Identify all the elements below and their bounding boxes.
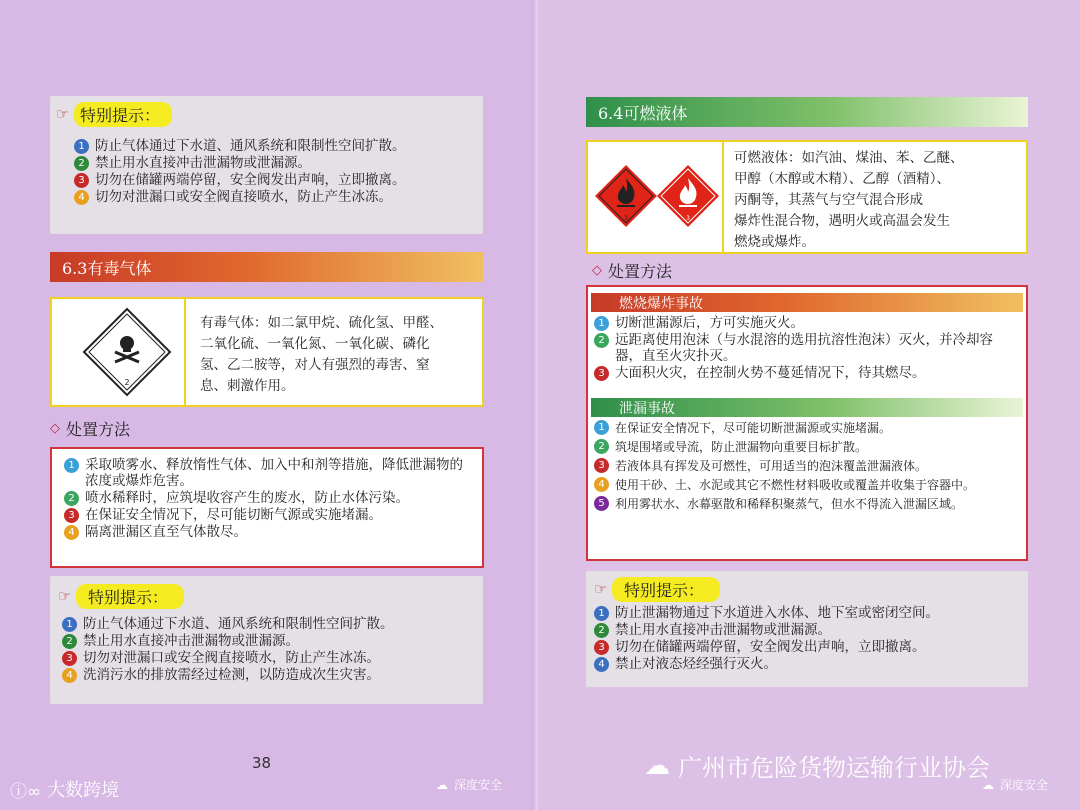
section-title: 6.4可燃液体	[598, 103, 688, 123]
tip-list	[594, 605, 1020, 672]
disposal-method-label: ◇ 处置方法	[50, 420, 131, 439]
number-3-icon: 3	[64, 508, 79, 523]
number-2-icon: 2	[594, 439, 609, 454]
number-2-icon: 2	[74, 156, 89, 171]
list-item: 3 大面积火灾，在控制火势不蔓延情况下，待其燃尽。	[594, 365, 1018, 381]
list-item: 1 采取喷雾水、释放惰性气体、加入中和剂等措施，降低泄漏物的浓度或爆炸危害。	[64, 457, 472, 489]
tip-list	[74, 138, 475, 205]
pointing-hand-icon: ☞	[56, 105, 70, 123]
disposal-method-label: ◇ 处置方法	[592, 262, 673, 281]
info-divider	[722, 142, 724, 252]
number-4-icon: 4	[594, 477, 609, 492]
list-item: 4 隔离泄漏区直至气体散尽。	[64, 524, 472, 540]
list-item: 3 在保证安全情况下，尽可能切断气源或实施堵漏。	[64, 507, 472, 523]
section-title-bar	[586, 97, 1028, 127]
flammable-liquid-hazard-sign-icon	[594, 164, 658, 228]
hazard-info-box	[586, 140, 1028, 254]
tip-label: 特别提示：	[76, 584, 184, 609]
watermark-logo-icon: ⓘ∞	[10, 781, 42, 802]
fire-accident-bar: 燃烧爆炸事故	[591, 293, 1023, 312]
list-item: 1 防止泄漏物通过下水道进入水体、地下室或密闭空间。	[594, 605, 1020, 621]
leak-accident-bar: 泄漏事故	[591, 398, 1023, 417]
tag-icon: ◇	[50, 421, 60, 436]
fire-method-list	[594, 315, 1018, 381]
number-1-icon: 1	[594, 316, 609, 331]
list-item: 2 筑堤围堵或导流，防止泄漏物向重要目标扩散。	[594, 438, 1018, 456]
list-item: 2 禁止用水直接冲击泄漏物或泄漏源。	[594, 622, 1020, 638]
hazard-class-number: 3	[624, 215, 628, 222]
number-3-icon: 3	[62, 651, 77, 666]
flammable-liquid-hazard-sign-icon	[656, 164, 720, 228]
list-item: 3 若液体具有挥发及可燃性，可用适当的泡沫覆盖泄漏液体。	[594, 457, 1018, 475]
toxic-gas-hazard-sign-icon	[82, 307, 172, 397]
tip-label: 特别提示：	[612, 577, 720, 602]
list-item: 2 远距离使用泡沫（与水混溶的选用抗溶性泡沫）灭火，并冷却容器，直至火灾扑灭。	[594, 332, 1018, 364]
watermark-small-right: ☁ 深度安全	[982, 777, 1049, 792]
wechat-icon: ☁	[982, 777, 994, 792]
list-item: 2 喷水稀释时，应筑堤收容产生的废水，防止水体污染。	[64, 490, 472, 506]
wechat-icon: ☁	[644, 750, 670, 781]
watermark-right: ☁ 广州市危险货物运输行业协会	[644, 750, 990, 782]
number-4-icon: 4	[62, 668, 77, 683]
number-4-icon: 4	[594, 657, 609, 672]
right-page	[538, 0, 1080, 810]
hazard-description: 有毒气体：如二氯甲烷、硫化氢、甲醛、 二氧化硫、一氧化氮、一氧化碳、磷化 氢、乙二胺等，对人有强烈的毒害、窒 息、刺激作用。	[200, 315, 443, 394]
tip-label: 特别提示：	[74, 102, 172, 127]
number-3-icon: 3	[594, 458, 609, 473]
section-title-bar	[50, 252, 483, 282]
method-list	[64, 457, 472, 540]
special-tip-box	[50, 96, 483, 234]
watermark-small-left: ☁ 深度安全	[436, 777, 503, 792]
watermark-left: ⓘ∞ 大数跨境	[10, 776, 119, 802]
pointing-hand-icon: ☞	[58, 587, 72, 605]
list-item: 1 切断泄漏源后，方可实施灭火。	[594, 315, 1018, 331]
page-number: 38	[252, 754, 272, 772]
list-item: 2 禁止用水直接冲击泄漏物或泄漏源。	[62, 633, 475, 649]
number-5-icon: 5	[594, 496, 609, 511]
tip-header	[56, 102, 172, 126]
disposal-method-box	[586, 285, 1028, 561]
number-2-icon: 2	[594, 623, 609, 638]
list-item: 3 切勿对泄漏口或安全阀直接喷水，防止产生冰冻。	[62, 650, 475, 666]
number-1-icon: 1	[62, 617, 77, 632]
hazard-description: 可燃液体：如汽油、煤油、苯、乙醚、 甲醇（木醇或木精）、乙醇（酒精）、 丙酮等，其蒸气与空气混合形成 爆炸性混合物，遇明火或高温会发生 燃烧或爆炸。	[734, 150, 964, 250]
tip-header	[594, 577, 720, 601]
number-4-icon: 4	[64, 525, 79, 540]
number-3-icon: 3	[594, 640, 609, 655]
special-tip-box	[50, 576, 483, 704]
list-item: 4 切勿对泄漏口或安全阀直接喷水，防止产生冰冻。	[74, 189, 475, 205]
list-item: 1 防止气体通过下水道、通风系统和限制性空间扩散。	[74, 138, 475, 154]
left-page	[0, 0, 538, 810]
list-item: 1 在保证安全情况下，尽可能切断泄漏源或实施堵漏。	[594, 419, 1018, 437]
leak-method-list	[594, 419, 1018, 513]
list-item: 4 洗消污水的排放需经过检测，以防造成次生灾害。	[62, 667, 475, 683]
number-1-icon: 1	[64, 458, 79, 473]
list-item: 5 利用雾状水、水幕驱散和稀释积聚蒸气，但水不得流入泄漏区域。	[594, 495, 1018, 513]
special-tip-box	[586, 571, 1028, 687]
hazard-class-number: 3	[686, 215, 690, 222]
tip-list	[62, 616, 475, 683]
number-2-icon: 2	[594, 333, 609, 348]
number-1-icon: 1	[594, 606, 609, 621]
number-1-icon: 1	[594, 420, 609, 435]
section-title: 6.3有毒气体	[62, 258, 152, 278]
list-item: 3 切勿在储罐两端停留，安全阀发出声响，立即撤离。	[594, 639, 1020, 655]
list-item: 4 禁止对液态烃经强行灭火。	[594, 656, 1020, 672]
wechat-icon: ☁	[436, 777, 448, 792]
pointing-hand-icon: ☞	[594, 580, 608, 598]
number-3-icon: 3	[74, 173, 89, 188]
tag-icon: ◇	[592, 263, 602, 278]
number-2-icon: 2	[62, 634, 77, 649]
list-item: 3 切勿在储罐两端停留，安全阀发出声响，立即撤离。	[74, 172, 475, 188]
number-4-icon: 4	[74, 190, 89, 205]
disposal-method-box	[50, 447, 484, 568]
hazard-class-number: 2	[124, 378, 130, 387]
list-item: 4 使用干砂、土、水泥或其它不燃性材料吸收或覆盖并收集于容器中。	[594, 476, 1018, 494]
number-2-icon: 2	[64, 491, 79, 506]
info-divider	[184, 299, 186, 405]
number-1-icon: 1	[74, 139, 89, 154]
list-item: 2 禁止用水直接冲击泄漏物或泄漏源。	[74, 155, 475, 171]
tip-header	[58, 584, 184, 608]
list-item: 1 防止气体通过下水道、通风系统和限制性空间扩散。	[62, 616, 475, 632]
hazard-info-box	[50, 297, 484, 407]
number-3-icon: 3	[594, 366, 609, 381]
